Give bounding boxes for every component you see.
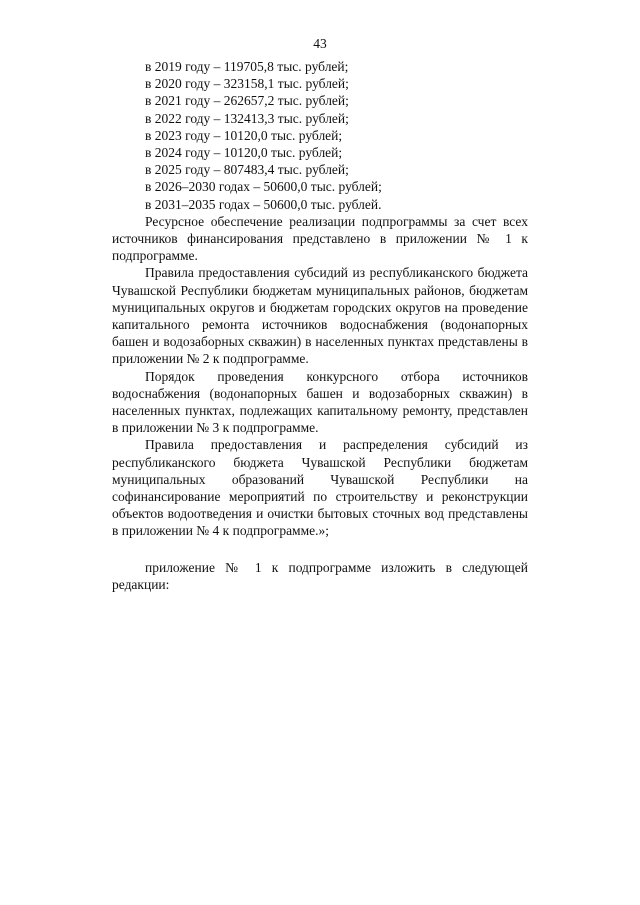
page-number: 43 <box>313 36 327 51</box>
funding-line-2019: в 2019 году – 119705,8 тыс. рублей; <box>145 59 349 74</box>
paragraph-final-instruction: приложение № 1 к подпрограмме изложить в следующей редакции: <box>112 559 528 592</box>
funding-list <box>112 58 528 213</box>
funding-line-2025: в 2025 году – 807483,4 тыс. рублей; <box>145 162 349 178</box>
paragraph-subsidy-rules-wastewater: Правила предоставления и распределения субсидий из республиканского бюджета Чувашской Республики бюджетам муниципальных образований Чувашской Республики на софинансирование мероприятий по строительству и реконструкции объектов водоотведения и очистки бытовых сточных вод представлены в приложении № 4 к подпрограмме.»; <box>112 437 528 539</box>
paragraph-subsidy-rules-repair: Правила предоставления субсидий из республиканского бюджета Чувашской Республики бюджетам муниципальных районов, бюджетам муниципальных округов и бюджетам городских округов на проведение капитального ремонта источников водоснабжения (водонапорных башен и водозаборных скважин) в населенных пунктах представлены в приложении № 2 к подпрограмме. <box>112 265 528 367</box>
funding-line-2026-2030: в 2026–2030 годах – 50600,0 тыс. рублей; <box>145 179 382 195</box>
document-body <box>112 58 528 593</box>
funding-line-2024: в 2024 году – 10120,0 тыс. рублей; <box>145 145 343 161</box>
funding-line-2022: в 2022 году – 132413,3 тыс. рублей; <box>145 110 349 126</box>
funding-line-2021: в 2021 году – 262657,2 тыс. рублей; <box>145 93 349 109</box>
funding-line-2031-2035: в 2031–2035 годах – 50600,0 тыс. рублей. <box>145 196 382 212</box>
funding-line-2020: в 2020 году – 323158,1 тыс. рублей; <box>145 76 349 92</box>
funding-line-2023: в 2023 году – 10120,0 тыс. рублей; <box>145 127 343 143</box>
paragraph-competitive-selection: Порядок проведения конкурсного отбора источников водоснабжения (водонапорных башен и водозаборных скважин) в населенных пунктах, подлежащих капитальному ремонту, представлен в приложении № 3 к подпрограмме. <box>112 368 528 436</box>
paragraph-resource-provision: Ресурсное обеспечение реализации подпрограммы за счет всех источников финансирования представлено в приложении № 1 к подпрограмме. <box>112 213 528 264</box>
